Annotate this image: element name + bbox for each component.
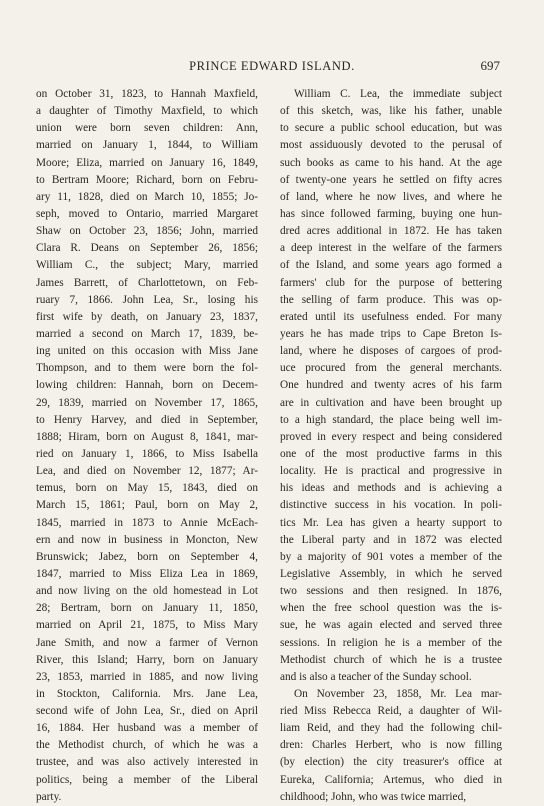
left-column-line: William C., the subject; Mary, married [36,259,258,272]
left-column-line: 29, 1839, married on November 17, 1865, [36,396,258,409]
right-column-line: to secure a public school education, but was [280,122,502,135]
right-column-line: dred acres additional in 1872. He has taken [280,225,502,238]
right-column-line: erated until its usefulness ended. For many [280,310,502,323]
right-column-line: a deep interest in the welfare of the farmers [280,242,502,255]
left-column [36,86,258,806]
left-column-line: Shaw on October 23, 1856; John, married [36,225,258,238]
left-column-line: party. [36,790,62,803]
left-column-line: 16, 1884. Her husband was a member of [36,722,258,735]
right-column-line: two sessions and then resigned. In 1876, [280,585,502,598]
left-column-line: 23, 1853, married in 1885, and now living [36,670,258,683]
right-column-line: when the free school question was the is- [280,602,502,615]
right-column-line: of twenty-one years he settled on fifty acres [280,173,502,186]
right-column-line: one of the most productive farms in this [280,447,502,460]
left-column-line: ary 11, 1828, died on March 10, 1855; Jo- [36,190,258,203]
right-column-line: sessions. In religion he is a member of the [280,636,502,649]
right-column-line: has since followed farming, buying one hun- [280,207,502,220]
left-column-line: ern and now in business in Moncton, New [36,533,258,546]
left-column-line: River, this Island; Harry, born on January [36,653,258,666]
left-column-line: married on April 21, 1875, to Miss Mary [36,619,258,632]
page-number: 697 [480,58,500,73]
right-column-line: childhood; John, who was twice married, [280,790,467,803]
left-column-line: March 15, 1861; Paul, born on May 2, [36,499,258,512]
right-column-line: most assiduously devoted to the perusal of [280,139,502,152]
left-column-line: a daughter of Timothy Maxfield, to which [36,105,258,118]
right-column-line: land, where he disposes of cargoes of prod- [280,345,502,358]
left-column-line: Lea, and died on November 12, 1877; Ar- [36,465,258,478]
right-column-line: Eureka, California; Artemus, who died in [280,773,502,786]
right-column-line: such books as came to his hand. At the age [280,156,502,169]
left-column-line: married a second on March 17, 1839, be- [36,327,258,340]
right-column-line: On November 23, 1858, Mr. Lea mar- [294,687,502,700]
right-column-line: Methodist church of which he is a trustee [280,653,502,666]
right-column-line: tics Mr. Lea has given a hearty support to [280,516,502,529]
right-column-line: proved in every respect and being considered [280,430,502,443]
left-column-line: to Bertram Moore; Richard, born on Febru- [36,173,258,186]
right-column-line: years he has made trips to Cape Breton Is- [280,327,502,340]
left-column-line: to Henry Harvey, and died in September, [36,413,258,426]
left-column-line: ried on January 1, 1866, to Miss Isabella [36,447,258,460]
left-column-line: Jane Smith, and now a farmer of Vernon [36,636,258,649]
left-column-line: Brunswick; Jabez, born on September 4, [36,550,258,563]
left-column-line: 1888; Hiram, born on August 8, 1841, mar- [36,430,258,443]
left-column-line: first wife by death, on January 23, 1837, [36,310,258,323]
right-column-line: liam Reid, and they had the following chil- [280,722,502,735]
left-column-line: in Stockton, California. Mrs. Jane Lea, [36,687,258,700]
left-column-line: lowing children: Hannah, born on Decem- [36,379,258,392]
right-column-line: the selling of farm produce. This was op- [280,293,502,306]
right-column-line: farmers' club for the purpose of bettering [280,276,502,289]
right-column-line: by a majority of 901 votes a member of the [280,550,502,563]
right-column-line: the Liberal party and in 1872 was elected [280,533,502,546]
left-column-line: married on January 1, 1844, to William [36,139,258,152]
right-column-line: uce procured from the general merchants. [280,362,502,375]
running-head: PRINCE EDWARD ISLAND. [189,59,355,73]
right-column-line: One hundred and twenty acres of his farm [280,379,502,392]
right-column-line: locality. He is practical and progressive in [280,465,502,478]
right-column-line: dren: Charles Herbert, who is now filling [280,739,502,752]
right-column-line: of the Island, and some years ago formed a [280,259,502,272]
right-column-line: William C. Lea, the immediate subject [294,88,502,100]
left-column-line: ing united on this occasion with Miss Jane [36,345,258,358]
left-column-line: politics, being a member of the Liberal [36,773,258,786]
left-column-line: Thompson, and to them were born the fol- [36,362,258,375]
left-column-line: 1847, married to Miss Eliza Lea in 1869, [36,567,258,580]
left-column-line: on October 31, 1823, to Hannah Maxfield, [36,88,258,100]
left-column-line: Moore; Eliza, married on January 16, 1849, [36,156,258,169]
page-header [36,59,508,75]
right-column-line: his ideas and methods and is achieving a [280,482,502,495]
left-column-line: ruary 7, 1866. John Lea, Sr., losing his [36,293,258,306]
right-column-line: distinctive success in his vocation. In poli- [280,499,502,512]
left-column-line: trustee, and was also actively interested in [36,756,258,769]
left-column-line: temus, born on May 15, 1843, died on [36,482,258,495]
left-column-line: seph, moved to Ontario, married Margaret [36,207,258,220]
left-column-line: union were born seven children: Ann, [36,122,258,135]
left-column-line: the Methodist church, of which he was a [36,739,258,752]
right-column-line: of this sketch, was, like his father, unable [280,105,502,118]
right-column-line: Legislative Assembly, in which he served [280,567,502,580]
right-column-line: sue, he was again elected and served three [280,619,502,632]
left-column-line: Clara R. Deans on September 26, 1856; [36,242,258,255]
right-column [280,86,502,806]
right-column-line: and is also a teacher of the Sunday school. [280,670,472,683]
left-column-line: James Barrett, of Charlottetown, on Feb- [36,276,258,289]
right-column-line: to a high standard, the place being well im- [280,413,502,426]
right-column-line: of land, where he now lives, and where he [280,190,502,203]
left-column-line: second wife of John Lea, Sr., died on April [36,705,258,718]
left-column-line: and now living on the old homestead in Lot [36,585,258,598]
left-column-line: 28; Bertram, born on January 11, 1850, [36,602,258,615]
left-column-line: 1845, married in 1873 to Annie McEach- [36,516,258,529]
right-column-line: (by election) the city treasurer's office at [280,756,502,769]
right-column-line: ried Miss Rebecca Reid, a daughter of Wil- [280,705,502,718]
right-column-line: are in cultivation and have been brought up [280,396,502,409]
